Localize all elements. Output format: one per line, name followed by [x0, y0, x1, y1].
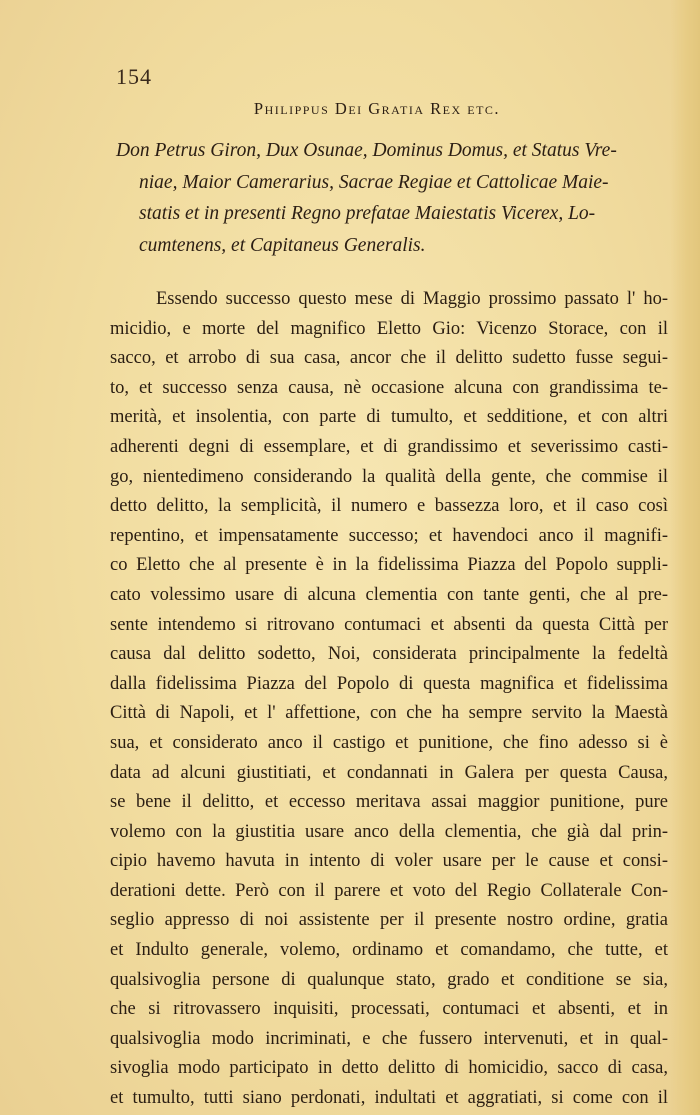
body-line: Essendo successo questo mese di Maggio prossimo passato l' ho- [156, 289, 668, 309]
body-line: volemo con la giustitia usare anco della clementia, che già dal prin- [110, 821, 668, 842]
body-line: derationi dette. Però con il parere et voto del Regio Collaterale Con- [110, 880, 668, 901]
body-line: et Indulto generale, volemo, ordinamo et comandamo, che tutte, et [110, 940, 668, 961]
body-line: se bene il delitto, et eccesso meritava assai maggior punitione, pure [110, 792, 668, 813]
body-line: go, nientedimeno considerando la qualità della gente, che commise il [110, 466, 668, 487]
body-line: repentino, et impensatamente successo; et havendoci anco il magnifi- [110, 525, 668, 546]
body-line: adherenti degni di essemplare, et di grandissimo et severissimo casti- [110, 436, 668, 457]
body-line: to, et successo senza causa, nè occasione alcuna con grandissima te- [110, 377, 668, 398]
body-line: qualsivoglia persone di qualunque stato, grado et conditione se sia, [110, 969, 668, 990]
body-line: causa dal delitto sodetto, Noi, considerata principalmente la fedeltà [110, 644, 668, 665]
body-line: merità, et insolentia, con parte di tumulto, et sedditione, et con altri [110, 407, 668, 428]
body-line: sacco, et arrobo di sua casa, ancor che il delitto sudetto fusse segui- [110, 348, 668, 369]
intitulation-line: Don Petrus Giron, Dux Osunae, Dominus Domus, et Status Vre- [116, 140, 617, 161]
body-line: micidio, e morte del magnifico Eletto Gio: Vicenzo Storace, con il [110, 318, 668, 339]
body-line: Città di Napoli, et l' affettione, con che ha sempre servito la Maestà [110, 703, 668, 724]
body-line: seglio appresso di noi assistente per il presente nostro ordine, gratia [110, 910, 668, 931]
page-edge-shadow [670, 0, 700, 1115]
body-line: sivoglia modo participato in detto delitto di homicidio, sacco di casa, [110, 1058, 668, 1079]
body-line: dalla fidelissima Piazza del Popolo di questa magnifica et fidelissima [110, 673, 668, 694]
body-line: cipio havemo havuta in intento di voler usare per le cause et consi- [110, 851, 668, 872]
intitulation-block [116, 135, 671, 261]
body-line: che si ritrovassero inquisiti, processati, contumaci et absenti, et in [110, 999, 668, 1020]
body-line: cato volessimo usare di alcuna clementia con tante genti, che al pre- [110, 584, 668, 605]
body-line: detto delitto, la semplicità, il numero e bassezza loro, et il caso così [110, 496, 668, 517]
body-line: co Eletto che al presente è in la fidelissima Piazza del Popolo suppli- [110, 555, 668, 576]
body-line: sente intendemo si ritrovano contumaci et absenti da questa Città per [110, 614, 668, 635]
intitulation-line: cumtenens, et Capitaneus Generalis. [139, 234, 426, 256]
body-line: qualsivoglia modo incriminati, e che fussero intervenuti, et in qual- [110, 1028, 668, 1049]
body-line: data ad alcuni giustitiati, et condannati in Galera per questa Causa, [110, 762, 668, 783]
running-head: Philippus Dei Gratia Rex etc. [253, 99, 501, 118]
body-paragraph [110, 285, 668, 1114]
intitulation-line: statis et in presenti Regno prefatae Maiestatis Vicerex, Lo- [139, 203, 596, 224]
body-line: et tumulto, tutti siano perdonati, indultati et aggratiati, si come con il [110, 1088, 668, 1109]
body-line: sua, et considerato anco il castigo et punitione, che fino adesso si è [110, 732, 668, 753]
page-number: 154 [116, 64, 152, 89]
intitulation-line: niae, Maior Camerarius, Sacrae Regiae et Cattolicae Maie- [139, 171, 609, 193]
